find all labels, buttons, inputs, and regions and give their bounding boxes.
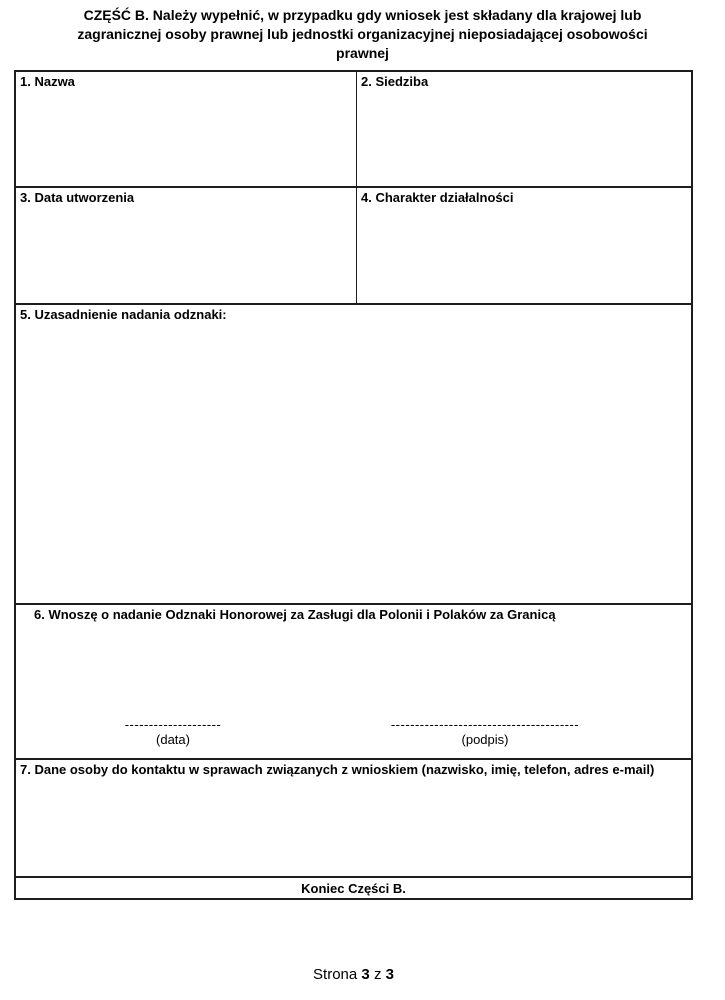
table-row-5	[16, 758, 691, 876]
field-input-area-data-utworzenia[interactable]	[20, 206, 352, 301]
signature-date-block	[73, 717, 273, 747]
table-row-4	[16, 603, 691, 758]
signature-sign-block	[365, 717, 605, 747]
section-title	[0, 6, 725, 63]
field-input-area-nazwa[interactable]	[20, 90, 352, 184]
field-cell-uzasadnienie	[16, 305, 691, 603]
field-label-nazwa: 1. Nazwa	[20, 74, 75, 89]
footer-current-page: 3	[361, 966, 370, 983]
field-input-area-charakter-dzialalnosci[interactable]	[361, 206, 687, 301]
table-row-1	[16, 72, 691, 186]
section-title-line-3: prawnej	[336, 45, 389, 61]
field-input-area-siedziba[interactable]	[361, 90, 687, 184]
field-label-data-utworzenia: 3. Data utworzenia	[20, 190, 135, 205]
section-title-line-1: CZĘŚĆ B. Należy wypełnić, w przypadku gdy wniosek jest składany dla krajowej lub	[83, 7, 642, 23]
field-cell-siedziba	[357, 72, 691, 186]
end-of-part-b-label: Koniec Części B.	[301, 880, 406, 896]
page-number-footer	[14, 966, 693, 983]
field-input-area-dane-kontaktowe[interactable]	[20, 778, 687, 874]
field-label-siedziba: 2. Siedziba	[361, 74, 429, 89]
footer-of-word: z	[373, 966, 382, 983]
field-label-charakter-dzialalnosci: 4. Charakter działalności	[361, 190, 514, 205]
field-input-area-uzasadnienie[interactable]	[20, 323, 687, 601]
table-row-end	[16, 876, 691, 898]
field-label-wnosze: 6. Wnoszę o nadanie Odznaki Honorowej za Zasługi dla Polonii i Polaków za Granicą	[34, 607, 556, 622]
field-cell-dane-kontaktowe	[16, 760, 691, 876]
field-label-dane-kontaktowe: 7. Dane osoby do kontaktu w sprawach związanych z wnioskiem (nazwisko, imię, telefon, adres e-mail)	[20, 762, 655, 777]
footer-prefix: Strona	[313, 966, 358, 983]
date-caption: (data)	[156, 732, 190, 747]
field-cell-nazwa	[16, 72, 357, 186]
date-fill-line[interactable]: --------------------	[124, 717, 222, 732]
field-cell-data-utworzenia	[16, 188, 357, 303]
table-row-3	[16, 303, 691, 603]
section-title-line-2: zagranicznej osoby prawnej lub jednostki organizacyjnej nieposiadającej osobowości	[77, 26, 648, 42]
table-row-2	[16, 186, 691, 303]
field-label-uzasadnienie: 5. Uzasadnienie nadania odznaki:	[20, 307, 227, 322]
field-cell-charakter-dzialalnosci	[357, 188, 691, 303]
signature-fill-line[interactable]: ---------------------------------------	[390, 717, 580, 732]
signature-caption: (podpis)	[461, 732, 509, 747]
footer-total-pages: 3	[385, 966, 394, 983]
form-table	[14, 70, 693, 900]
